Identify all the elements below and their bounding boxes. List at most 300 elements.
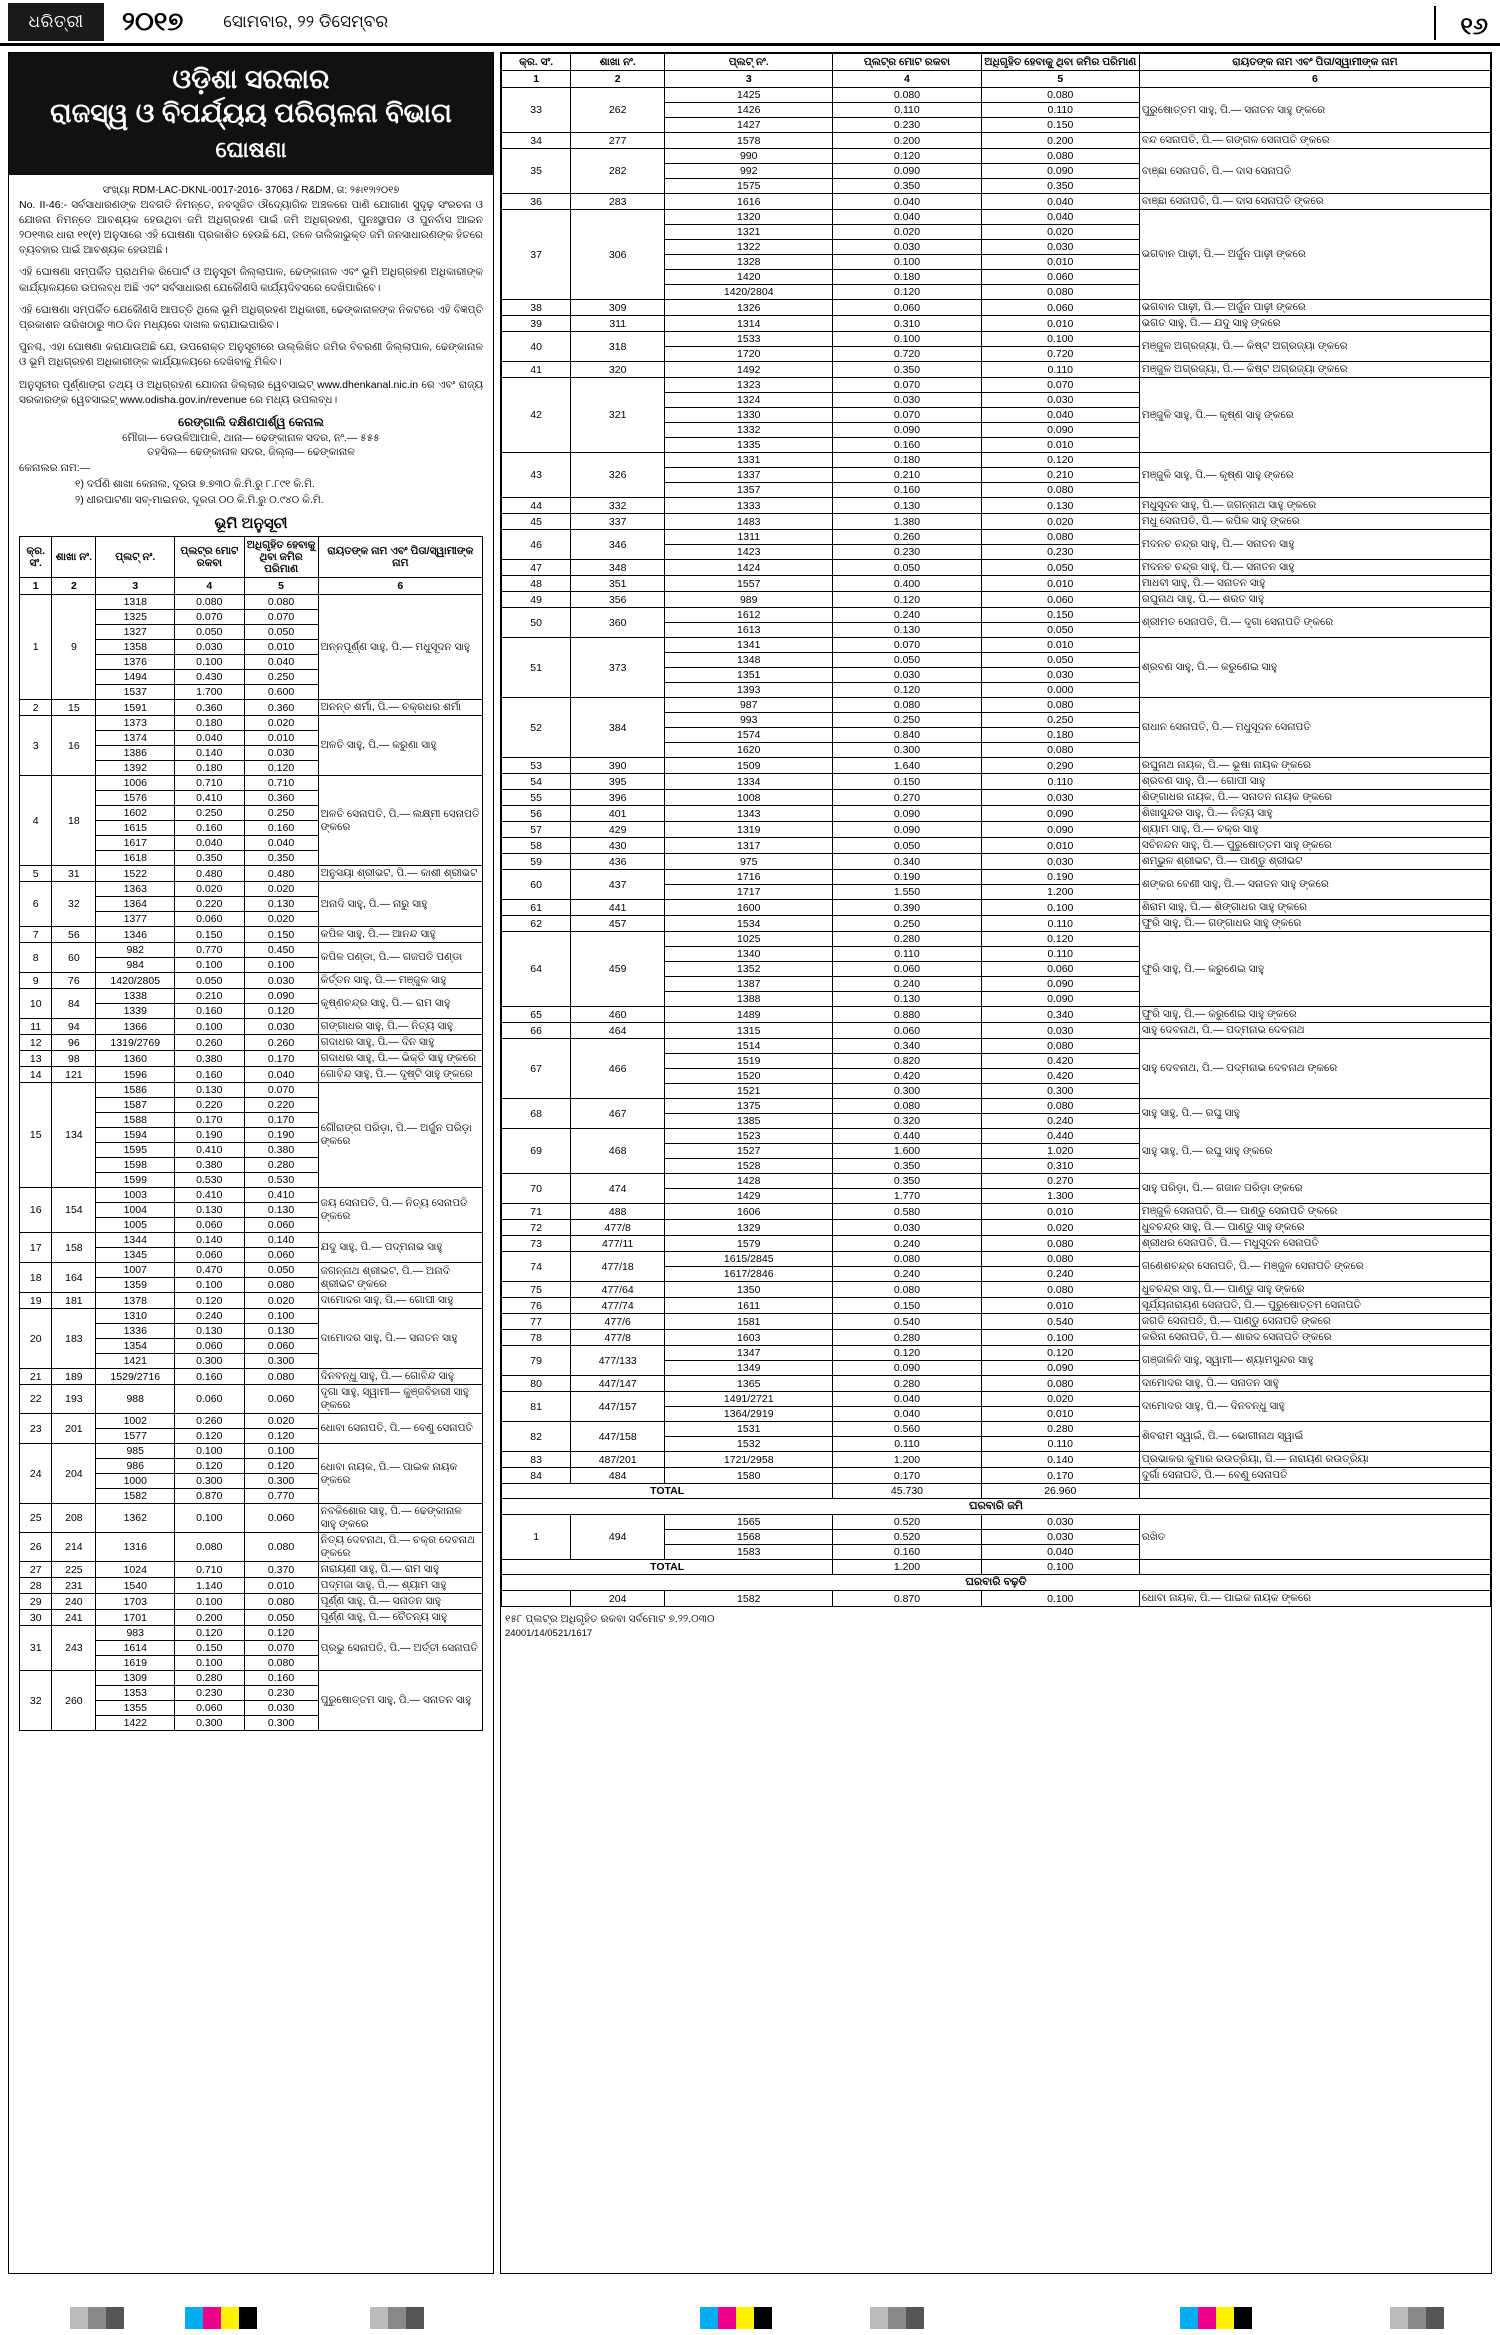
swatch-black (1234, 2307, 1252, 2329)
cell-total-area: 0.300 (175, 1354, 244, 1369)
cell-owner: ପୁରୁଷୋତ୍ତମ ସାହୁ, ପି.— ସନାତନ ସାହୁ (318, 1671, 482, 1731)
cell-serial: 35 (502, 149, 571, 194)
cell-acquired-area: 0.130 (981, 498, 1139, 514)
cell-total-area: 0.210 (175, 989, 244, 1004)
cell-acquired-area: 0.280 (981, 1422, 1139, 1437)
swatch-yellow (736, 2307, 754, 2329)
cell-plot: 1582 (96, 1489, 175, 1504)
cell-serial: 17 (20, 1233, 52, 1263)
cell-branch: 98 (52, 1051, 96, 1067)
cell-serial: 52 (502, 698, 571, 758)
cell-total-area: 0.360 (175, 700, 244, 716)
cell-plot: 1420 (665, 270, 833, 285)
table-row (502, 149, 1491, 164)
cell-branch: 477/8 (571, 1330, 665, 1346)
cell-total-area: 0.380 (175, 1051, 244, 1067)
cell-total-area: 0.090 (833, 806, 981, 822)
cell-total-area: 0.300 (833, 743, 981, 758)
cell-serial: 22 (20, 1385, 52, 1414)
cell-plot: 1385 (665, 1114, 833, 1129)
cell-branch: 441 (571, 900, 665, 916)
cell-owner: ଅଳତି ସେନାପତି, ପି.— ଲକ୍ଷ୍ମୀ ସେନାପତି ଙ୍କରେ (318, 776, 482, 866)
cell-acquired-area: 0.010 (981, 838, 1139, 854)
cell-acquired-area: 0.070 (981, 378, 1139, 393)
table-row (502, 1252, 1491, 1267)
cell-owner: ଫୁରି ସାହୁ, ପି.— ଗଙ୍ଗାଧର ସାହୁ ଙ୍କରେ (1139, 916, 1490, 932)
cell-acquired-area: 0.100 (244, 1309, 318, 1324)
color-bar-group-6 (1180, 2307, 1252, 2329)
memo-number: ସଂଖ୍ୟା RDM-LAC-DKNL-0017-2016- 37063 / R&DM, ତା: ୨୫୲୧୨୲୨୦୧୭ (102, 184, 400, 196)
cell-acquired-area: 0.110 (981, 103, 1139, 118)
table-row (502, 1314, 1491, 1330)
cell-serial: 28 (20, 1578, 52, 1594)
cell-owner: ଧୁବଚନ୍ଦ୍ର ସାହୁ, ପି.— ପାଣ୍ଡୁ ସାହୁ ଙ୍କରେ (1139, 1220, 1490, 1236)
cell-branch: 477/18 (571, 1252, 665, 1282)
cell-serial: 54 (502, 774, 571, 790)
cell-acquired-area: 0.200 (981, 133, 1139, 149)
cell-plot: 1002 (96, 1414, 175, 1429)
cell-owner: ଶିବରାମ ସ୍ୱାଇଁ, ପି.— ଭୋଗୀନାଥ ସ୍ୱାଇଁ (1139, 1422, 1490, 1452)
cell-acquired-area: 0.080 (244, 1533, 318, 1562)
cell-plot: 1005 (96, 1218, 175, 1233)
cell-acquired-area: 0.050 (244, 1610, 318, 1626)
cell-total-area: 0.090 (833, 423, 981, 438)
cell-owner: ମଞ୍ଜୁଳି ସେନାପତି, ପି.— ପାଣ୍ଡୁ ସେନାପତି ଙ୍କରେ (1139, 1204, 1490, 1220)
cell-serial: 13 (20, 1051, 52, 1067)
cell-total-area: 0.240 (833, 1236, 981, 1252)
cell-acquired-area: 0.000 (981, 683, 1139, 698)
cell-serial: 51 (502, 638, 571, 698)
cell-plot: 1329 (665, 1220, 833, 1236)
cell-plot: 1582 (665, 1591, 833, 1607)
table-row (502, 1591, 1491, 1607)
cell-plot: 1568 (665, 1530, 833, 1545)
header-plot: ପ୍ଲଟ୍ ନଂ. (96, 537, 175, 578)
cell-total-area: 0.480 (175, 866, 244, 882)
cell-acquired-area: 0.080 (244, 1369, 318, 1385)
cell-total-area: 0.230 (833, 118, 981, 133)
cell-total-area: 0.110 (833, 1437, 981, 1452)
cell-acquired-area: 0.010 (244, 640, 318, 655)
cell-plot: 1703 (96, 1594, 175, 1610)
cell-plot: 1574 (665, 728, 833, 743)
cell-acquired-area: 0.120 (244, 1429, 318, 1444)
table-row (502, 1468, 1491, 1484)
cell-acquired-area: 0.710 (244, 776, 318, 791)
swatch-cyan (700, 2307, 718, 2329)
cell-plot: 1360 (96, 1051, 175, 1067)
cell-owner: ଧୋବା ନାୟକ, ପି.— ପାଇକ ନାୟକ ଙ୍କରେ (318, 1444, 482, 1504)
cell-total-area: 0.200 (833, 133, 981, 149)
color-bar-group-3 (370, 2307, 424, 2329)
cell-serial: 33 (502, 88, 571, 133)
band-gharabadi-label: ଘରବାରି ବଢ଼ତି (502, 1575, 1491, 1591)
cell-owner: ପୂର୍ଣ୍ଣ ସାହୁ, ପି.— ସନାତନ ସାହୁ (318, 1594, 482, 1610)
canal-chainage-2: ୨) ଧୀରପାଟଣା ସବ୍‌-ମାଇନର, ଦୂରତା ୦୦ କି.ମି.ରୁ ୦.୯୪୦ କି.ମି. (75, 494, 324, 507)
cell-branch: 243 (52, 1626, 96, 1671)
cell-serial: 12 (20, 1035, 52, 1051)
cell-total-area: 0.100 (833, 332, 981, 347)
table-row (502, 332, 1491, 347)
table-row (502, 560, 1491, 576)
cell-acquired-area: 0.120 (244, 1626, 318, 1641)
table-row (502, 1204, 1491, 1220)
cell-total-area: 0.520 (833, 1515, 981, 1530)
cell-total-area: 0.280 (833, 1376, 981, 1392)
cell-total-area: 0.060 (833, 300, 981, 316)
cell-total-area: 0.090 (833, 164, 981, 179)
cell-branch: 457 (571, 916, 665, 932)
cell-plot: 1595 (96, 1143, 175, 1158)
cell-owner: ଶିଙ୍ଗାଧର ନାୟକ, ପି.— ସନାତନ ନାୟକ ଙ୍କରେ (1139, 790, 1490, 806)
cell-branch: 390 (571, 758, 665, 774)
cell-owner: ଗଙ୍ଗାଧର ସାହୁ, ପି.— ନିତ୍ୟ ସାହୁ (318, 1019, 482, 1035)
cell-owner: ଧୋବା ସେନାପତି, ପି.— ବେଣୁ ସେନାପତି (318, 1414, 482, 1444)
cell-acquired-area: 0.150 (981, 608, 1139, 623)
table-row (502, 790, 1491, 806)
cell-owner: ମଧୁ ସେନାପତି, ପି.— କପିଳ ସାହୁ ଙ୍କରେ (1139, 514, 1490, 530)
numcol-1: 1 (502, 71, 571, 88)
cell-acquired-area: 0.100 (981, 332, 1139, 347)
cell-acquired-area: 0.440 (981, 1129, 1139, 1144)
cell-plot: 1531 (665, 1422, 833, 1437)
cell-plot: 1721/2958 (665, 1452, 833, 1468)
cell-plot: 1333 (665, 498, 833, 514)
cell-total-area: 0.120 (833, 285, 981, 300)
cell-plot: 1336 (96, 1324, 175, 1339)
cell-total-area: 0.120 (833, 149, 981, 164)
cell-acquired-area: 0.020 (244, 716, 318, 731)
cell-plot: 1599 (96, 1173, 175, 1188)
cell-serial: 19 (20, 1293, 52, 1309)
cell-plot: 1717 (665, 885, 833, 900)
cell-total-area: 0.120 (175, 1429, 244, 1444)
cell-acquired-area: 0.420 (981, 1069, 1139, 1084)
cell-total-area: 0.420 (833, 1069, 981, 1084)
masthead-year: ୨୦୧୭ (122, 5, 184, 36)
cell-acquired-area: 0.360 (244, 700, 318, 716)
cell-acquired-area: 0.090 (981, 806, 1139, 822)
cell-branch: 477/74 (571, 1298, 665, 1314)
cell-serial: 74 (502, 1252, 571, 1282)
cell-acquired-area: 0.040 (981, 408, 1139, 423)
swatch-yellow (1216, 2307, 1234, 2329)
cell-total-area: 0.350 (833, 179, 981, 194)
cell-plot: 1532 (665, 1437, 833, 1452)
cell-total-area: 0.040 (833, 1392, 981, 1407)
swatch-gray-light (370, 2307, 388, 2329)
cell-total-area: 0.560 (833, 1422, 981, 1437)
cell-acquired-area: 0.350 (981, 179, 1139, 194)
cell-serial: 56 (502, 806, 571, 822)
cell-acquired-area: 0.080 (981, 483, 1139, 498)
cell-acquired-area: 0.060 (981, 592, 1139, 608)
cell-serial: 6 (20, 882, 52, 927)
cell-owner: ପ୍ରଭୁ ସେନାପତି, ପି.— ଅର୍ତ୍ତୀ ସେନାପତି (318, 1626, 482, 1671)
table-row (20, 595, 483, 610)
cell-owner: ସଚିନନ୍ଦନ ସାହୁ, ପି.— ପୁରୁଷୋତ୍ତମ ସାହୁ ଙ୍କରେ (1139, 838, 1490, 854)
numcol-6: 6 (1139, 71, 1490, 88)
cell-acquired-area: 0.080 (981, 149, 1139, 164)
table-row (502, 608, 1491, 623)
cell-plot: 1338 (96, 989, 175, 1004)
cell-total-area: 0.410 (175, 791, 244, 806)
cell-serial: 70 (502, 1174, 571, 1204)
cell-plot: 993 (665, 713, 833, 728)
table-header-row (502, 54, 1491, 71)
cell-total-area: 0.350 (833, 1159, 981, 1174)
cell-serial: 38 (502, 300, 571, 316)
cell-plot: 1600 (665, 900, 833, 916)
table-row (20, 1309, 483, 1324)
cell-acquired-area: 0.720 (981, 347, 1139, 362)
cell-acquired-area: 0.010 (981, 638, 1139, 653)
cell-plot: 1423 (665, 545, 833, 560)
cell-plot: 1529/2716 (96, 1369, 175, 1385)
cell-plot: 1424 (665, 560, 833, 576)
cell-plot: 1008 (665, 790, 833, 806)
cell-branch: 477/64 (571, 1282, 665, 1298)
cell-owner: ରଖିତ (1139, 1515, 1490, 1560)
table-row (502, 638, 1491, 653)
cell-plot: 1596 (96, 1067, 175, 1083)
cell-plot: 1514 (665, 1039, 833, 1054)
table-row (502, 1220, 1491, 1236)
cell-acquired-area: 0.160 (244, 1671, 318, 1686)
cell-branch: 311 (571, 316, 665, 332)
cell-total-area: 0.120 (175, 1459, 244, 1474)
cell-acquired-area: 0.600 (244, 685, 318, 700)
cell-owner: ଜଗନ୍ନାଥ ଶ୍ରୀଭଟ, ପି.— ଅନାଦି ଶ୍ରୀଭଟ ଙ୍କରେ (318, 1263, 482, 1293)
cell-plot: 1322 (665, 240, 833, 255)
cell-branch: 204 (52, 1444, 96, 1504)
cell-total-area: 0.350 (833, 362, 981, 378)
notice-paragraph-1: No. II-46:- ସର୍ବସାଧାରଣଙ୍କ ଅବଗତି ନିମନ୍ତେ, ନବସୃଜିତ ଔଦ୍ୟୋଗିକ ଅଞ୍ଚଳରେ ପାଣି ଯୋଗାଣ ସୁଦୃଢ଼ ସଂରଚନା ଓ ଯୋଜନା ନିମନ୍ତେ ଆବଶ୍ୟକ ହେଉଥିବା ଜମି ଅଧିଗ୍ରହଣ ପାଇଁ ଜମି ଅଧିଗ୍ରହଣ, ପୁନଃସ୍ଥାପନ ଓ ପୁନର୍ବାସ ଆଇନ ୨୦୧୩ର ଧାରା ୧୧(୧) ଅନୁସାରେ ଏହି ଘୋଷଣା ପ୍ରକାଶିତ ହେଉଛି ଯେ, ତଳେ ତାଲିକାଭୁକ୍ତ ଜମି ଜନସାଧାରଣଙ୍କ ହିତରେ ବ୍ୟବହାର ପାଇଁ ଆବଶ୍ୟକ ହେଉଅଛି। (19, 198, 483, 257)
cell-plot: 1334 (665, 774, 833, 790)
cell-serial: 53 (502, 758, 571, 774)
cell-acquired-area: 0.230 (981, 545, 1139, 560)
cell-branch: 283 (571, 194, 665, 210)
cell-serial: 26 (20, 1533, 52, 1562)
table-row (502, 1515, 1491, 1530)
cell-acquired-area: 0.080 (981, 698, 1139, 713)
notice-title-line1: ଓଡ଼ିଶା ସରକାର (172, 64, 330, 94)
cell-acquired-area: 0.110 (981, 1437, 1139, 1452)
cell-branch: 158 (52, 1233, 96, 1263)
cell-branch: 164 (52, 1263, 96, 1293)
cell-plot: 1330 (665, 408, 833, 423)
cell-plot: 1580 (665, 1468, 833, 1484)
cell-plot: 1602 (96, 806, 175, 821)
cell-plot: 1335 (665, 438, 833, 453)
cell-acquired-area: 0.090 (244, 989, 318, 1004)
cell-plot: 1345 (96, 1248, 175, 1263)
cell-owner: ବାଞ୍ଛା ସେନାପତି, ପି.— ଦାସ ସେନାପତି ଙ୍କରେ (1139, 194, 1490, 210)
cell-plot: 1326 (665, 300, 833, 316)
cell-plot: 1319 (665, 822, 833, 838)
cell-acquired-area: 0.120 (244, 1004, 318, 1019)
cell-plot: 1320 (665, 210, 833, 225)
cell-total-area: 0.180 (833, 270, 981, 285)
cell-acquired-area: 0.110 (981, 947, 1139, 962)
cell-owner: ଜୟ ସେନାପତି, ପି.— ନିତ୍ୟ ସେନାପତି ଙ୍କରେ (318, 1188, 482, 1233)
cell-plot: 1352 (665, 962, 833, 977)
cell-total-area: 0.150 (175, 927, 244, 943)
table-row (502, 453, 1491, 468)
cell-total-area: 0.080 (175, 1533, 244, 1562)
cell-acquired-area: 0.070 (244, 1641, 318, 1656)
table-row (20, 1369, 483, 1385)
cell-total-area: 0.080 (833, 1282, 981, 1298)
cell-owner: ବନ୍ଦ ସେନାପତି, ପି.— ଗଙ୍ଗଳ ସେନାପତି ଙ୍କରେ (1139, 133, 1490, 149)
table-row (502, 698, 1491, 713)
cell-total-area: 0.060 (175, 1248, 244, 1263)
cell-serial: 20 (20, 1309, 52, 1369)
cell-acquired-area: 0.280 (244, 1158, 318, 1173)
cell-owner: ଶିଖାସୁନ୍ଦର ସାହୁ, ପି.— ନିତ୍ୟ ସାହୁ (1139, 806, 1490, 822)
cell-branch: 346 (571, 530, 665, 560)
cell-acquired-area: 0.310 (981, 1159, 1139, 1174)
cell-serial: 58 (502, 838, 571, 854)
cell-acquired-area: 0.150 (244, 927, 318, 943)
cell-serial: 78 (502, 1330, 571, 1346)
cell-branch: 396 (571, 790, 665, 806)
cell-serial: 11 (20, 1019, 52, 1035)
cell-total-area: 0.120 (833, 683, 981, 698)
cell-total-area: 0.220 (175, 1098, 244, 1113)
cell-plot: 1349 (665, 1361, 833, 1376)
village-line: ମୌଜା— ଡେଉଳିଆପାଳି, ଥାନା— ଢେଙ୍କାନାଳ ସଦର, ନଂ.— ୫୫୫ (122, 432, 380, 445)
cell-total-area: 0.040 (175, 836, 244, 851)
cell-serial: 5 (20, 866, 52, 882)
cell-total-area: 1.640 (833, 758, 981, 774)
cell-serial: 4 (20, 776, 52, 866)
cell-branch: 76 (52, 973, 96, 989)
cell-acquired-area: 0.450 (244, 943, 318, 958)
cell-plot: 1007 (96, 1263, 175, 1278)
cell-total-area: 0.100 (175, 1019, 244, 1035)
cell-plot: 989 (665, 592, 833, 608)
cell-owner: ଭଗବାନ ପାଢ଼ୀ, ପି.— ଅର୍ଜୁନ ପାଢ଼ୀ ଙ୍କରେ (1139, 210, 1490, 300)
cell-acquired-area: 0.080 (981, 1236, 1139, 1252)
cell-serial: 36 (502, 194, 571, 210)
cell-plot: 1311 (665, 530, 833, 545)
cell-serial: 67 (502, 1039, 571, 1099)
cell-acquired-area: 0.030 (981, 1023, 1139, 1039)
table-row (20, 989, 483, 1004)
cell-serial: 45 (502, 514, 571, 530)
cell-acquired-area: 0.040 (244, 1067, 318, 1083)
cell-serial: 83 (502, 1452, 571, 1468)
cell-plot: 1565 (665, 1515, 833, 1530)
cell-acquired-area: 0.110 (981, 774, 1139, 790)
notice-title-line3: ଘୋଷଣା (215, 136, 287, 162)
cell-owner: କପିଳ ସାହୁ, ପି.— ଆନନ୍ଦ ସାହୁ (318, 927, 482, 943)
cell-owner: ଭଗବାନ ପାଢ଼ୀ, ପି.— ଅର୍ଜୁନ ପାଢ଼ୀ ଙ୍କରେ (1139, 300, 1490, 316)
cell-total-area: 0.310 (833, 316, 981, 332)
cell-plot: 1337 (665, 468, 833, 483)
cell-plot: 1346 (96, 927, 175, 943)
cell-serial: 31 (20, 1626, 52, 1671)
cell-plot: 1357 (665, 483, 833, 498)
cell-acquired-area: 0.250 (981, 713, 1139, 728)
cell-total-area: 0.240 (833, 608, 981, 623)
cell-plot: 1598 (96, 1158, 175, 1173)
cell-acquired-area: 0.090 (981, 164, 1139, 179)
cell-acquired-area: 0.120 (244, 1459, 318, 1474)
table-row (502, 530, 1491, 545)
cell-total-area: 0.430 (175, 670, 244, 685)
cell-branch: 447/157 (571, 1392, 665, 1422)
cell-acquired-area: 0.070 (244, 610, 318, 625)
cell-owner: ସାହୁ ଦେବନାଥ, ପି.— ପଦ୍ମନାଭ ଦେବନାଥ ଙ୍କରେ (1139, 1039, 1490, 1099)
cell-acquired-area: 0.060 (244, 1218, 318, 1233)
table-row (20, 1610, 483, 1626)
cell-acquired-area: 0.030 (244, 973, 318, 989)
cell-acquired-area: 0.020 (981, 514, 1139, 530)
cell-plot: 1341 (665, 638, 833, 653)
cell-acquired-area: 0.380 (244, 1143, 318, 1158)
cell-plot: 1581 (665, 1314, 833, 1330)
cell-plot: 1428 (665, 1174, 833, 1189)
cell-plot: 1594 (96, 1128, 175, 1143)
cell-branch: 56 (52, 927, 96, 943)
cell-total-area: 0.100 (175, 1656, 244, 1671)
cell-total-area: 0.180 (833, 453, 981, 468)
cell-total-area: 0.190 (833, 870, 981, 885)
cell-acquired-area: 0.010 (981, 1407, 1139, 1422)
cell-total-area: 0.410 (175, 1188, 244, 1203)
table-row (502, 758, 1491, 774)
cell-total-area: 0.130 (833, 498, 981, 514)
cell-plot: 1309 (96, 1671, 175, 1686)
cell-plot: 1340 (665, 947, 833, 962)
numcol-2: 2 (571, 71, 665, 88)
cell-branch: 460 (571, 1007, 665, 1023)
cell-plot: 1618 (96, 851, 175, 866)
cell-plot: 1003 (96, 1188, 175, 1203)
cell-total-area: 0.050 (833, 560, 981, 576)
cell-total-area: 0.090 (833, 822, 981, 838)
cell-total-area: 0.040 (833, 194, 981, 210)
cell-plot: 1365 (665, 1376, 833, 1392)
cell-total-area: 0.320 (833, 1114, 981, 1129)
cell-branch: 189 (52, 1369, 96, 1385)
cell-owner: କରିନା ସେନାପତି, ପି.— ଶାରଦ ସେନାପତି ଙ୍କରେ (1139, 1330, 1490, 1346)
notice-body (9, 175, 493, 1736)
cell-serial: 79 (502, 1346, 571, 1376)
cell-acquired-area: 0.260 (244, 1035, 318, 1051)
table-row (20, 716, 483, 731)
cell-plot: 1393 (665, 683, 833, 698)
cell-owner: ଶ୍ରବଣ ସାହୁ, ପି.— କରୁଣେଇ ସାହୁ (1139, 638, 1490, 698)
cell-owner: ମଞ୍ଜୁଳ ଅଗ୍ରଜ୍ୟା, ପି.— କିଷ୍ଟ ଅଗ୍ରଜ୍ୟା ଙ୍କରେ (1139, 362, 1490, 378)
cell-plot: 1024 (96, 1562, 175, 1578)
cell-plot: 1578 (665, 133, 833, 149)
numcol-5: 5 (981, 71, 1139, 88)
table-row (20, 1083, 483, 1098)
cell-total-area: 0.160 (175, 821, 244, 836)
cell-acquired-area: 0.080 (244, 1594, 318, 1610)
cell-serial: 9 (20, 973, 52, 989)
cell-owner: ଗୋବିନ୍ଦ ସାହୁ, ପି.— ଦୃଷ୍ଟି ସାହୁ ଙ୍କରେ (318, 1067, 482, 1083)
table-row (20, 866, 483, 882)
cell-total-area: 0.280 (175, 1671, 244, 1686)
cell-total-area: 0.050 (833, 653, 981, 668)
cell-acquired-area: 0.060 (244, 1504, 318, 1533)
cell-serial: 61 (502, 900, 571, 916)
cell-serial: 62 (502, 916, 571, 932)
